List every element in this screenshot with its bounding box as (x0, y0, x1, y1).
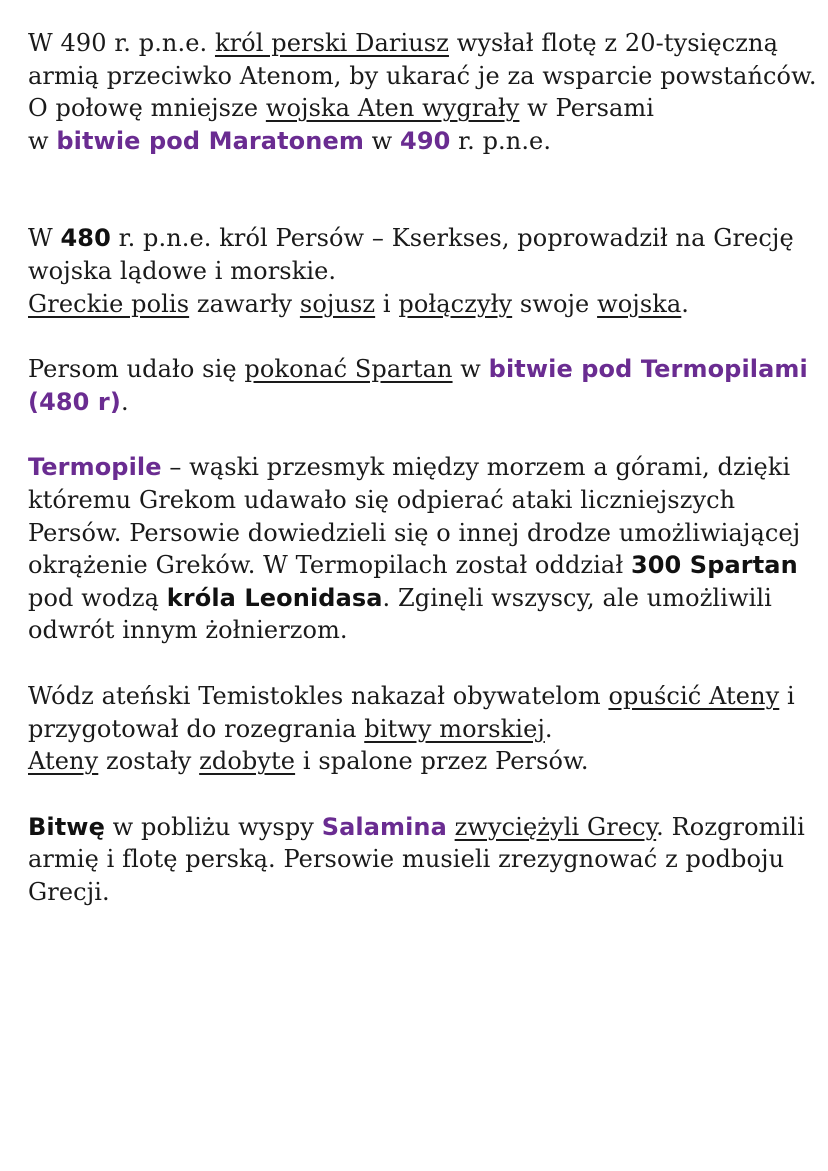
bold-term: 300 Spartan (630, 551, 798, 580)
underlined-text: Ateny (28, 747, 99, 776)
paragraph-marathon (28, 27, 818, 157)
text-run: r. p.n.e. (450, 126, 552, 155)
text-run: pod wodzą (28, 583, 167, 612)
underlined-text: król perski Dariusz (214, 29, 449, 57)
underlined-text: wojska Aten wygrały (265, 94, 520, 123)
paragraph-salamis (28, 811, 818, 909)
text-run: . (544, 714, 553, 743)
underlined-text: połączyły (398, 289, 513, 318)
underlined-text: pokonać Spartan (244, 355, 453, 384)
bold-term: króla Leonidasa (166, 583, 383, 612)
highlighted-term: bitwie pod Maratonem (56, 126, 364, 155)
text-run: – wąski przesmyk między morzem a górami, dzięki któremu Grekom udawało się odpierać ataki liczniejszych Persów. Persowie dowiedzieli się o innej drodze umożliwiającej okrążenie Greków. W Termopilach został oddział (28, 453, 801, 580)
highlighted-term: 490 (400, 126, 451, 155)
text-run: w (452, 355, 489, 384)
paragraph-xerxes (28, 222, 818, 320)
text-run: i przygotował do rozegrania (28, 681, 795, 743)
text-run: . Zginęli wszyscy, ale umożliwili odwrót innym żołnierzom. (28, 583, 772, 645)
paragraph-thermopylae-battle (28, 353, 818, 418)
text-run (447, 813, 455, 841)
bold-term: Bitwę (28, 812, 105, 841)
underlined-text: sojusz (299, 289, 376, 318)
underlined-text: zdobyte (199, 747, 296, 776)
underlined-text: Greckie polis (28, 289, 190, 318)
text-run: W (28, 224, 61, 253)
text-run: swoje (512, 289, 598, 318)
text-run: w (28, 126, 57, 155)
text-run: . (120, 387, 129, 416)
text-run: i spalone przez Persów. (295, 747, 589, 776)
paragraph-themistocles (28, 680, 818, 778)
text-run: Wódz ateński Temistokles nakazał obywatelom (28, 681, 609, 710)
text-run: . Rozgromili armię i flotę perską. Persowie musieli zrezygnować z podboju Grecji. (28, 812, 805, 906)
text-run: w (363, 126, 401, 155)
text-run: r. p.n.e. król Persów – Kserkses, poprowadził na Grecję wojska lądowe i morskie. (28, 224, 794, 285)
highlighted-term: bitwie pod Termopilami (480 r) (28, 355, 808, 416)
text-run: zostały (98, 747, 200, 776)
text-run: O połowę mniejsze (28, 94, 266, 123)
text-run: i (375, 289, 399, 318)
paragraph-thermopylae-definition (28, 451, 818, 647)
highlighted-term: Termopile (28, 453, 162, 482)
text-run: zawarły (189, 289, 300, 318)
text-run: wysłał flotę z 20-tysięczną armią przeciwko Atenom, by ukarać je za wsparcie powstańców. (28, 29, 817, 90)
underlined-text: bitwy morskiej (364, 714, 545, 743)
text-run: w pobliżu wyspy (104, 812, 322, 841)
text-run: . (681, 289, 690, 318)
highlighted-term: Salamina (321, 812, 447, 841)
underlined-text: opuścić Ateny (608, 681, 780, 710)
document-page (28, 27, 818, 908)
underlined-text: zwyciężyli Grecy (454, 812, 657, 841)
underlined-text: wojska (597, 289, 682, 318)
text-run: w Persami (519, 94, 655, 123)
text-run: W 490 r. p.n.e. (28, 29, 215, 57)
bold-term: 480 (60, 224, 111, 253)
text-run: Persom udało się (28, 355, 245, 384)
